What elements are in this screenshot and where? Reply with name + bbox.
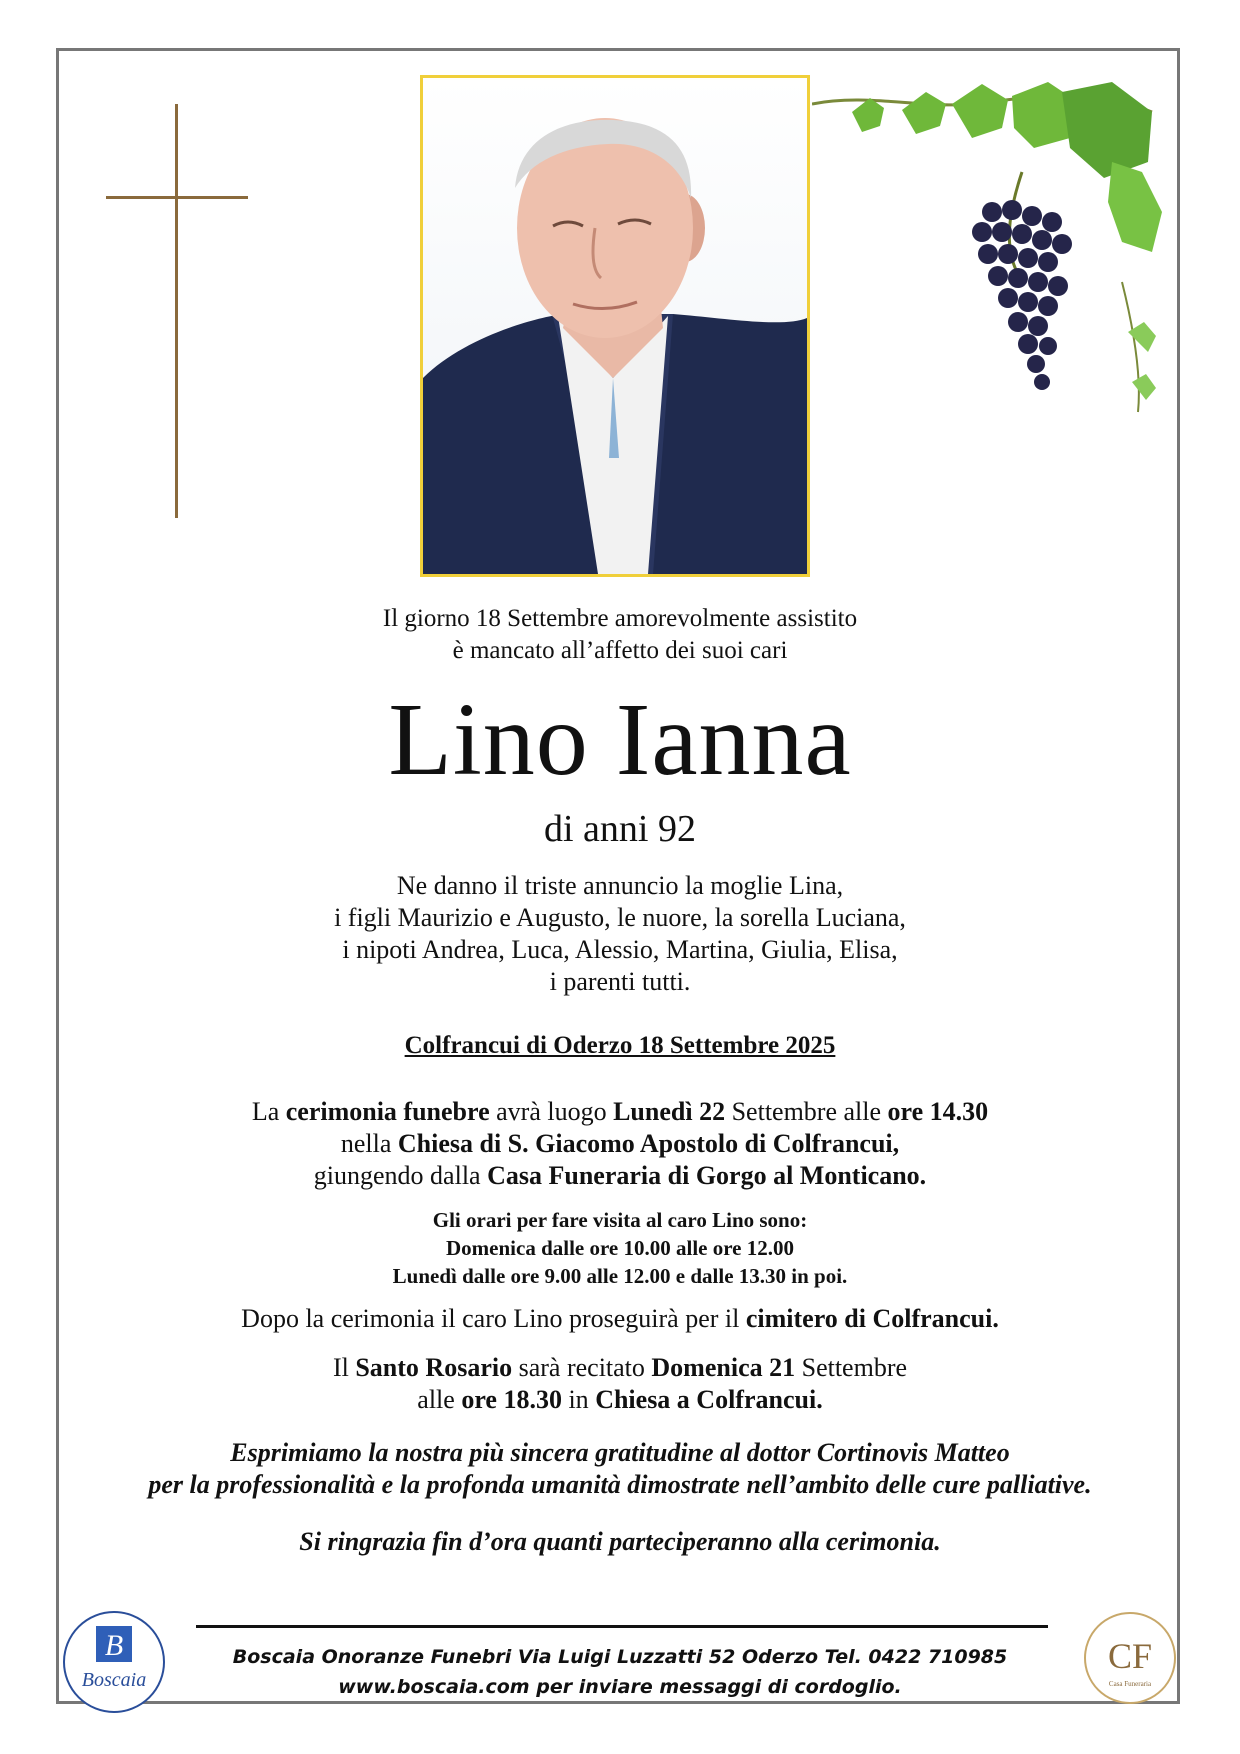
deceased-age: di anni 92 <box>544 808 696 850</box>
rosary-info: Il Santo Rosario sarà recitato Domenica 21 Settembre alle ore 18.30 in Chiesa a Colfrancui. <box>332 1353 908 1414</box>
cross-icon <box>106 104 248 518</box>
svg-text:B: B <box>104 1629 124 1662</box>
ceremony-details: La cerimonia funebre avrà luogo Lunedì 22 Settembre alle ore 14.30 nella Chiesa di S. Giacomo Apostolo di Colfrancui, giungendo dalla Casa Funeraria di Gorgo al Monticano. <box>251 1097 989 1190</box>
portrait-photo <box>420 75 810 577</box>
family-announcement: Ne danno il triste annuncio la moglie Lina, i figli Maurizio e Augusto, le nuore, la sorella Luciana, i nipoti Andrea, Luca, Alessio, Martina, Giulia, Elisa, i parenti tutti. <box>334 871 906 996</box>
footer-divider <box>196 1625 1048 1628</box>
footer-address: Boscaia Onoranze Funebri Via Luigi Luzzatti 52 Oderzo Tel. 0422 710985 <box>232 1646 1008 1668</box>
boscaia-logo-icon <box>62 1610 166 1714</box>
place-date: Colfrancui di Oderzo 18 Settembre 2025 <box>404 1032 836 1059</box>
grapevine-illustration <box>812 82 1178 468</box>
svg-text:CF: CF <box>1107 1636 1153 1676</box>
casa-funeraria-logo-icon <box>1082 1610 1178 1706</box>
visiting-hours: Gli orari per fare visita al caro Lino sono: Domenica dalle ore 10.00 alle ore 12.00 Lunedì dalle ore 9.00 alle 12.00 e dalle 13.30 in poi. <box>392 1208 848 1288</box>
gratitude-note: Esprimiamo la nostra più sincera gratitudine al dottor Cortinovis Matteo per la professionalità e la profonda umanità dimostrate nell’ambito delle cure palliative. <box>148 1438 1092 1499</box>
intro-text: Il giorno 18 Settembre amorevolmente assistito è mancato all’affetto dei suoi cari <box>382 605 858 664</box>
burial-info: Dopo la cerimonia il caro Lino proseguirà per il cimitero di Colfrancui. <box>241 1304 999 1333</box>
footer-website: www.boscaia.com per inviare messaggi di cordoglio. <box>338 1676 902 1698</box>
svg-text:Boscaia: Boscaia <box>81 1669 147 1691</box>
closing-note: Si ringrazia fin d’ora quanti parteciperanno alla cerimonia. <box>299 1527 941 1556</box>
svg-text:Casa Funeraria: Casa Funeraria <box>1108 1680 1152 1688</box>
deceased-name: Lino Ianna <box>388 682 852 797</box>
